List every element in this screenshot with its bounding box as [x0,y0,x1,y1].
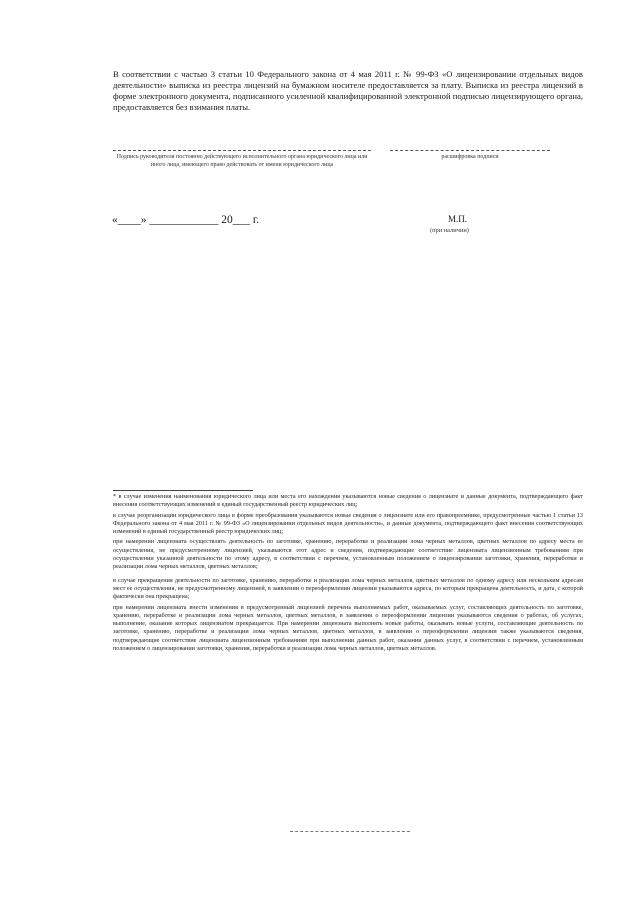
signature-decryption-caption: расшифровка подписи [441,154,499,160]
footnotes [113,493,583,655]
footnote-rule [113,490,253,491]
bottom-separator-line [290,831,410,832]
signature-line [113,150,371,151]
footnote-new-address: при намерении лицензиата осуществлять деятельность по заготовке, хранению, переработке и реализации лома черных металлов, цветных металлов по адресу места ее осуществления, не предусмотренному лицензией, указываются этот адрес и сведения, подтверждающие соответствие лицензиата лицензионным требованиям при осуществлении указанной деятельности по этому адресу, в соответствии с перечнем, установленным положением о лицензировании заготовки, хранения, переработки и реализации лома черных металлов, цветных металлов; [113,538,583,571]
intro-paragraph: В соответствии с частью 3 статьи 10 Федерального закона от 4 мая 2011 г. № 99-ФЗ «О лицензировании отдельных видов деятельности» выписка из реестра лицензий на бумажном носителе предоставляется за плату. Выписка из реестра лицензий в форме электронного документа, подписанного усиленной квалифицированной электронной подписью лицензирующего органа, предоставляется без взимания платы. [113,69,583,112]
footnote-name-change: * в случае изменения наименования юридического лица или места его нахождения указываются новые сведения о лицензиате и данные документа, подтверждающего факт внесения соответствующих изменений в единый государственный реестр юридических лиц; [113,493,583,509]
stamp-note: (при наличии) [430,227,469,234]
footnote-works-change: при намерении лицензиата внести изменения в предусмотренный лицензией перечень выполняемых работ, оказываемых услуг, составляющих деятельность по заготовке, хранению, переработке и реализации лома черных металлов, цветных металлов, в заявлении о переоформлении лицензии указываются сведения о работах, об услугах, выполнение, оказание которых лицензиатом прекращается. При намерении лицензиата выполнять новые работы, оказывать новые услуги, составляющие деятельность по заготовке, хранению, переработке и реализации лома черных металлов, цветных металлов, в заявлении о переоформлении лицензии также указываются сведения, подтверждающие соответствие лицензиата лицензионным требованиям при выполнении данных работ, оказании данных услуг, в соответствии с перечнем, установленным положением о лицензировании заготовки, хранения, переработки и реализации лома черных металлов, цветных металлов. [113,603,583,653]
footnote-termination: в случае прекращения деятельности по заготовке, хранению, переработке и реализации лома черных металлов, цветных металлов по одному адресу или нескольким адресам мест ее осуществления, не предусмотренному лицензией, в заявлении о переоформлении лицензии указываются адреса, по которым прекращена деятельность, и дата, с которой фактически она прекращена; [113,576,583,601]
signature-caption: Подпись руководителя постоянно действующего исполнительного органа юридического лица или иного лица, имеющего право действовать от имени юридического лица [116,154,368,168]
signature-decryption-line [390,150,550,151]
stamp-label: М.П. [448,214,468,224]
footnote-reorganization: в случае реорганизации юридического лица в форме преобразования указываются новые сведения о лицензиате или его правопреемнике, предусмотренные частью 1 статьи 13 Федерального закона от 4 мая 2011 г. № 99-ФЗ «О лицензировании отдельных видов деятельности», и данные документа, подтверждающего факт внесения соответствующих изменений в единый государственный реестр юридических лиц; [113,511,583,536]
date-line: «____» ____________ 20___ г. [112,214,260,226]
